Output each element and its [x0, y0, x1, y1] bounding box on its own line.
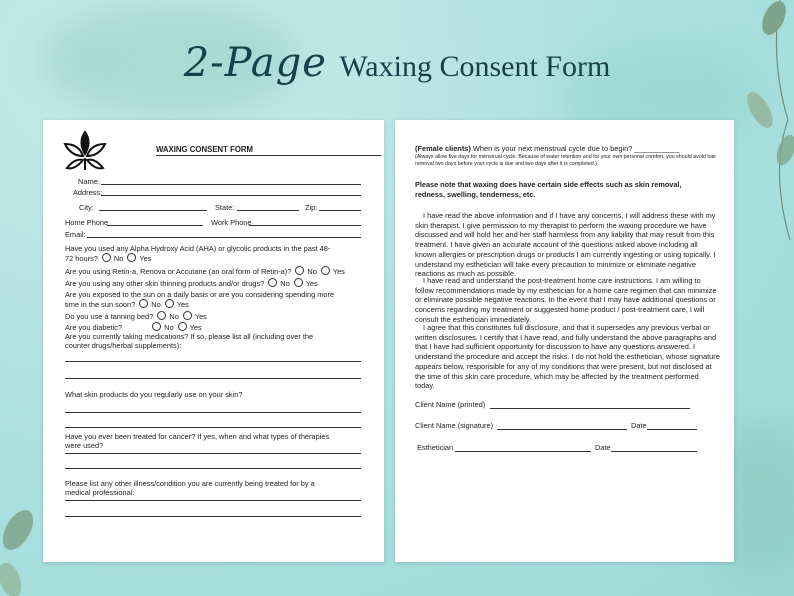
email-field[interactable] — [87, 237, 361, 238]
thinning-yes-radio[interactable] — [294, 278, 303, 287]
question-sun-line2 — [65, 299, 189, 309]
aha-yes-radio[interactable] — [127, 253, 136, 262]
question-retin-text: Are you using Retin-a, Renova or Accutane (an oral form of Retin-a)? — [65, 267, 292, 276]
no-label: No — [113, 254, 124, 263]
female-question-text: When is your next menstrual cycle due to begin? ___________ — [470, 144, 680, 153]
question-meds: Are you currently taking medications? If so, please list all (including over the — [65, 332, 314, 341]
no-label: No — [307, 267, 317, 276]
yes-label: Yes — [189, 323, 202, 332]
date-label-2: Date — [595, 443, 611, 452]
work-phone-label: Work Phone — [211, 218, 252, 227]
cancer-answer-line[interactable] — [65, 453, 361, 454]
question-thinning — [65, 278, 318, 288]
side-effects-note: Please note that waxing does have certain side effects such as skin removal, redness, swelling, tenderness, etc. — [415, 180, 682, 199]
question-aha: Have you used any Alpha Hydroxy Acid (AHA) or glycolic products in the past 48- — [65, 244, 331, 253]
question-sun: Are you exposed to the sun on a daily basis or are you considering spending more — [65, 290, 335, 299]
form-page-2 — [395, 120, 734, 562]
question-illness-line2: medical professional: — [65, 488, 135, 497]
question-diabetic — [65, 322, 202, 332]
yes-label: Yes — [139, 254, 152, 263]
page-heading — [0, 40, 794, 86]
cancer-answer-line[interactable] — [65, 468, 361, 469]
products-answer-line[interactable] — [65, 427, 361, 428]
yes-label: Yes — [332, 267, 345, 276]
retin-yes-radio[interactable] — [321, 266, 330, 275]
meds-answer-line[interactable] — [65, 361, 361, 362]
yes-label: Yes — [176, 300, 189, 309]
question-diabetic-text: Are you diabetic? — [65, 323, 123, 332]
tanning-yes-radio[interactable] — [183, 311, 192, 320]
question-illness: Please list any other illness/condition you are currently being treated for by a — [65, 479, 315, 488]
female-note: (Always allow five days for menstrual cycle. Because of water retention and for your own personal comfort, you should avoid hair removal two days before your cycle is due and two days after it is completed.) — [415, 154, 717, 167]
female-question — [415, 144, 720, 154]
esthetician-date-field[interactable] — [611, 451, 697, 452]
diabetic-no-radio[interactable] — [152, 322, 161, 331]
esthetician-signature-field[interactable] — [455, 451, 591, 452]
question-thinning-text: Are you using any other skin thinning products and/or drugs? — [65, 279, 265, 288]
question-meds-line2: counter drugs/herbal supplements): — [65, 341, 182, 350]
sun-yes-radio[interactable] — [165, 299, 174, 308]
address-field[interactable] — [101, 195, 361, 196]
retin-no-radio[interactable] — [295, 266, 304, 275]
heading-plain: Waxing Consent Form — [339, 50, 611, 83]
client-printed-field[interactable] — [490, 408, 690, 409]
address-label: Address: — [73, 188, 103, 197]
question-aha-cont: 72 hours? — [65, 254, 98, 263]
consent-paragraph-3: I agree that this constitutes full disclosure, and that it supersedes any previous verbal or written disclosures. I certify that I have read, and fully understand the above paragraphs and that I have had sufficient opportunity for discussion to have any questions answered. I understand the procedure and accept the risks. I do not hold the esthetician, whose signature appears below, responsible for any of my conditions that were present, but not disclosed at the time of this skin care procedure, which may be affected by the treatment performed today. — [415, 323, 720, 391]
form-title: WAXING CONSENT FORM — [156, 145, 254, 154]
illness-answer-line[interactable] — [65, 516, 361, 517]
diabetic-yes-radio[interactable] — [178, 322, 187, 331]
client-date-field[interactable] — [647, 429, 697, 430]
question-cancer-line2: were used? — [65, 441, 104, 450]
female-label: (Female clients) — [415, 144, 471, 153]
question-aha-line2 — [65, 253, 151, 263]
no-label: No — [169, 312, 179, 321]
question-products: What skin products do you regularly use on your skin? — [65, 390, 243, 399]
work-phone-field[interactable] — [249, 225, 361, 226]
lotus-logo-icon — [61, 130, 109, 172]
question-cancer: Have you ever been treated for cancer? If yes, when and what types of therapies — [65, 432, 330, 441]
form-page-1 — [43, 120, 384, 562]
state-label: State: — [215, 203, 235, 212]
consent-paragraph-1: I have read the above information and if I have any concerns, I will address these with my skin therapist. I give permission to my therapist to perform the waxing procedure we have discussed and will hold her and her staff harmless from any liability that may result from this treatment. I have given an accurate account of the questions asked above including all known allergies or prescription drugs or products I am currently ingesting or using topically. I understand my esthetician will take every precaution to minimize or eliminate negative reactions as much as possible. — [415, 211, 716, 279]
consent-paragraph-2: I have read and understand the post-treatment home care instructions. I am willing to follow recommendations made by my esthetician for a home care regimen that can minimize or eliminate possible negative reactions. In the event that I may have additional questions or concerns regarding my treatment or suggested home product / post-treatment care, I will consult the esthetician immediately. — [415, 276, 717, 324]
home-phone-label: Home Phone — [65, 218, 109, 227]
esthetician-label: Esthetician — [417, 443, 454, 452]
meds-answer-line[interactable] — [65, 378, 361, 379]
city-field[interactable] — [99, 210, 207, 211]
products-answer-line[interactable] — [65, 412, 361, 413]
client-signature-field[interactable] — [497, 429, 627, 430]
illness-answer-line[interactable] — [65, 500, 361, 501]
thinning-no-radio[interactable] — [268, 278, 277, 287]
no-label: No — [280, 279, 290, 288]
name-field[interactable] — [101, 184, 361, 185]
question-tanning-text: Do you use a tanning bed? — [65, 312, 154, 321]
client-printed-label: Client Name (printed) — [415, 400, 486, 409]
question-tanning — [65, 311, 207, 321]
yes-label: Yes — [194, 312, 207, 321]
zip-field[interactable] — [319, 210, 361, 211]
yes-label: Yes — [305, 279, 318, 288]
date-label: Date — [631, 421, 647, 430]
question-sun-cont: time in the sun soon? — [65, 300, 136, 309]
home-phone-field[interactable] — [107, 225, 203, 226]
sun-no-radio[interactable] — [139, 299, 148, 308]
tanning-no-radio[interactable] — [157, 311, 166, 320]
aha-no-radio[interactable] — [102, 253, 111, 262]
city-label: City: — [79, 203, 94, 212]
title-underline — [156, 155, 381, 156]
heading-script: 2-Page — [183, 40, 327, 86]
email-label: Email: — [65, 230, 86, 239]
name-label: Name: — [78, 177, 100, 186]
question-retin — [65, 266, 345, 276]
client-signature-label: Client Name (signature) — [415, 421, 494, 430]
zip-label: Zip: — [305, 203, 318, 212]
no-label: No — [164, 323, 174, 332]
state-field[interactable] — [237, 210, 299, 211]
no-label: No — [151, 300, 161, 309]
